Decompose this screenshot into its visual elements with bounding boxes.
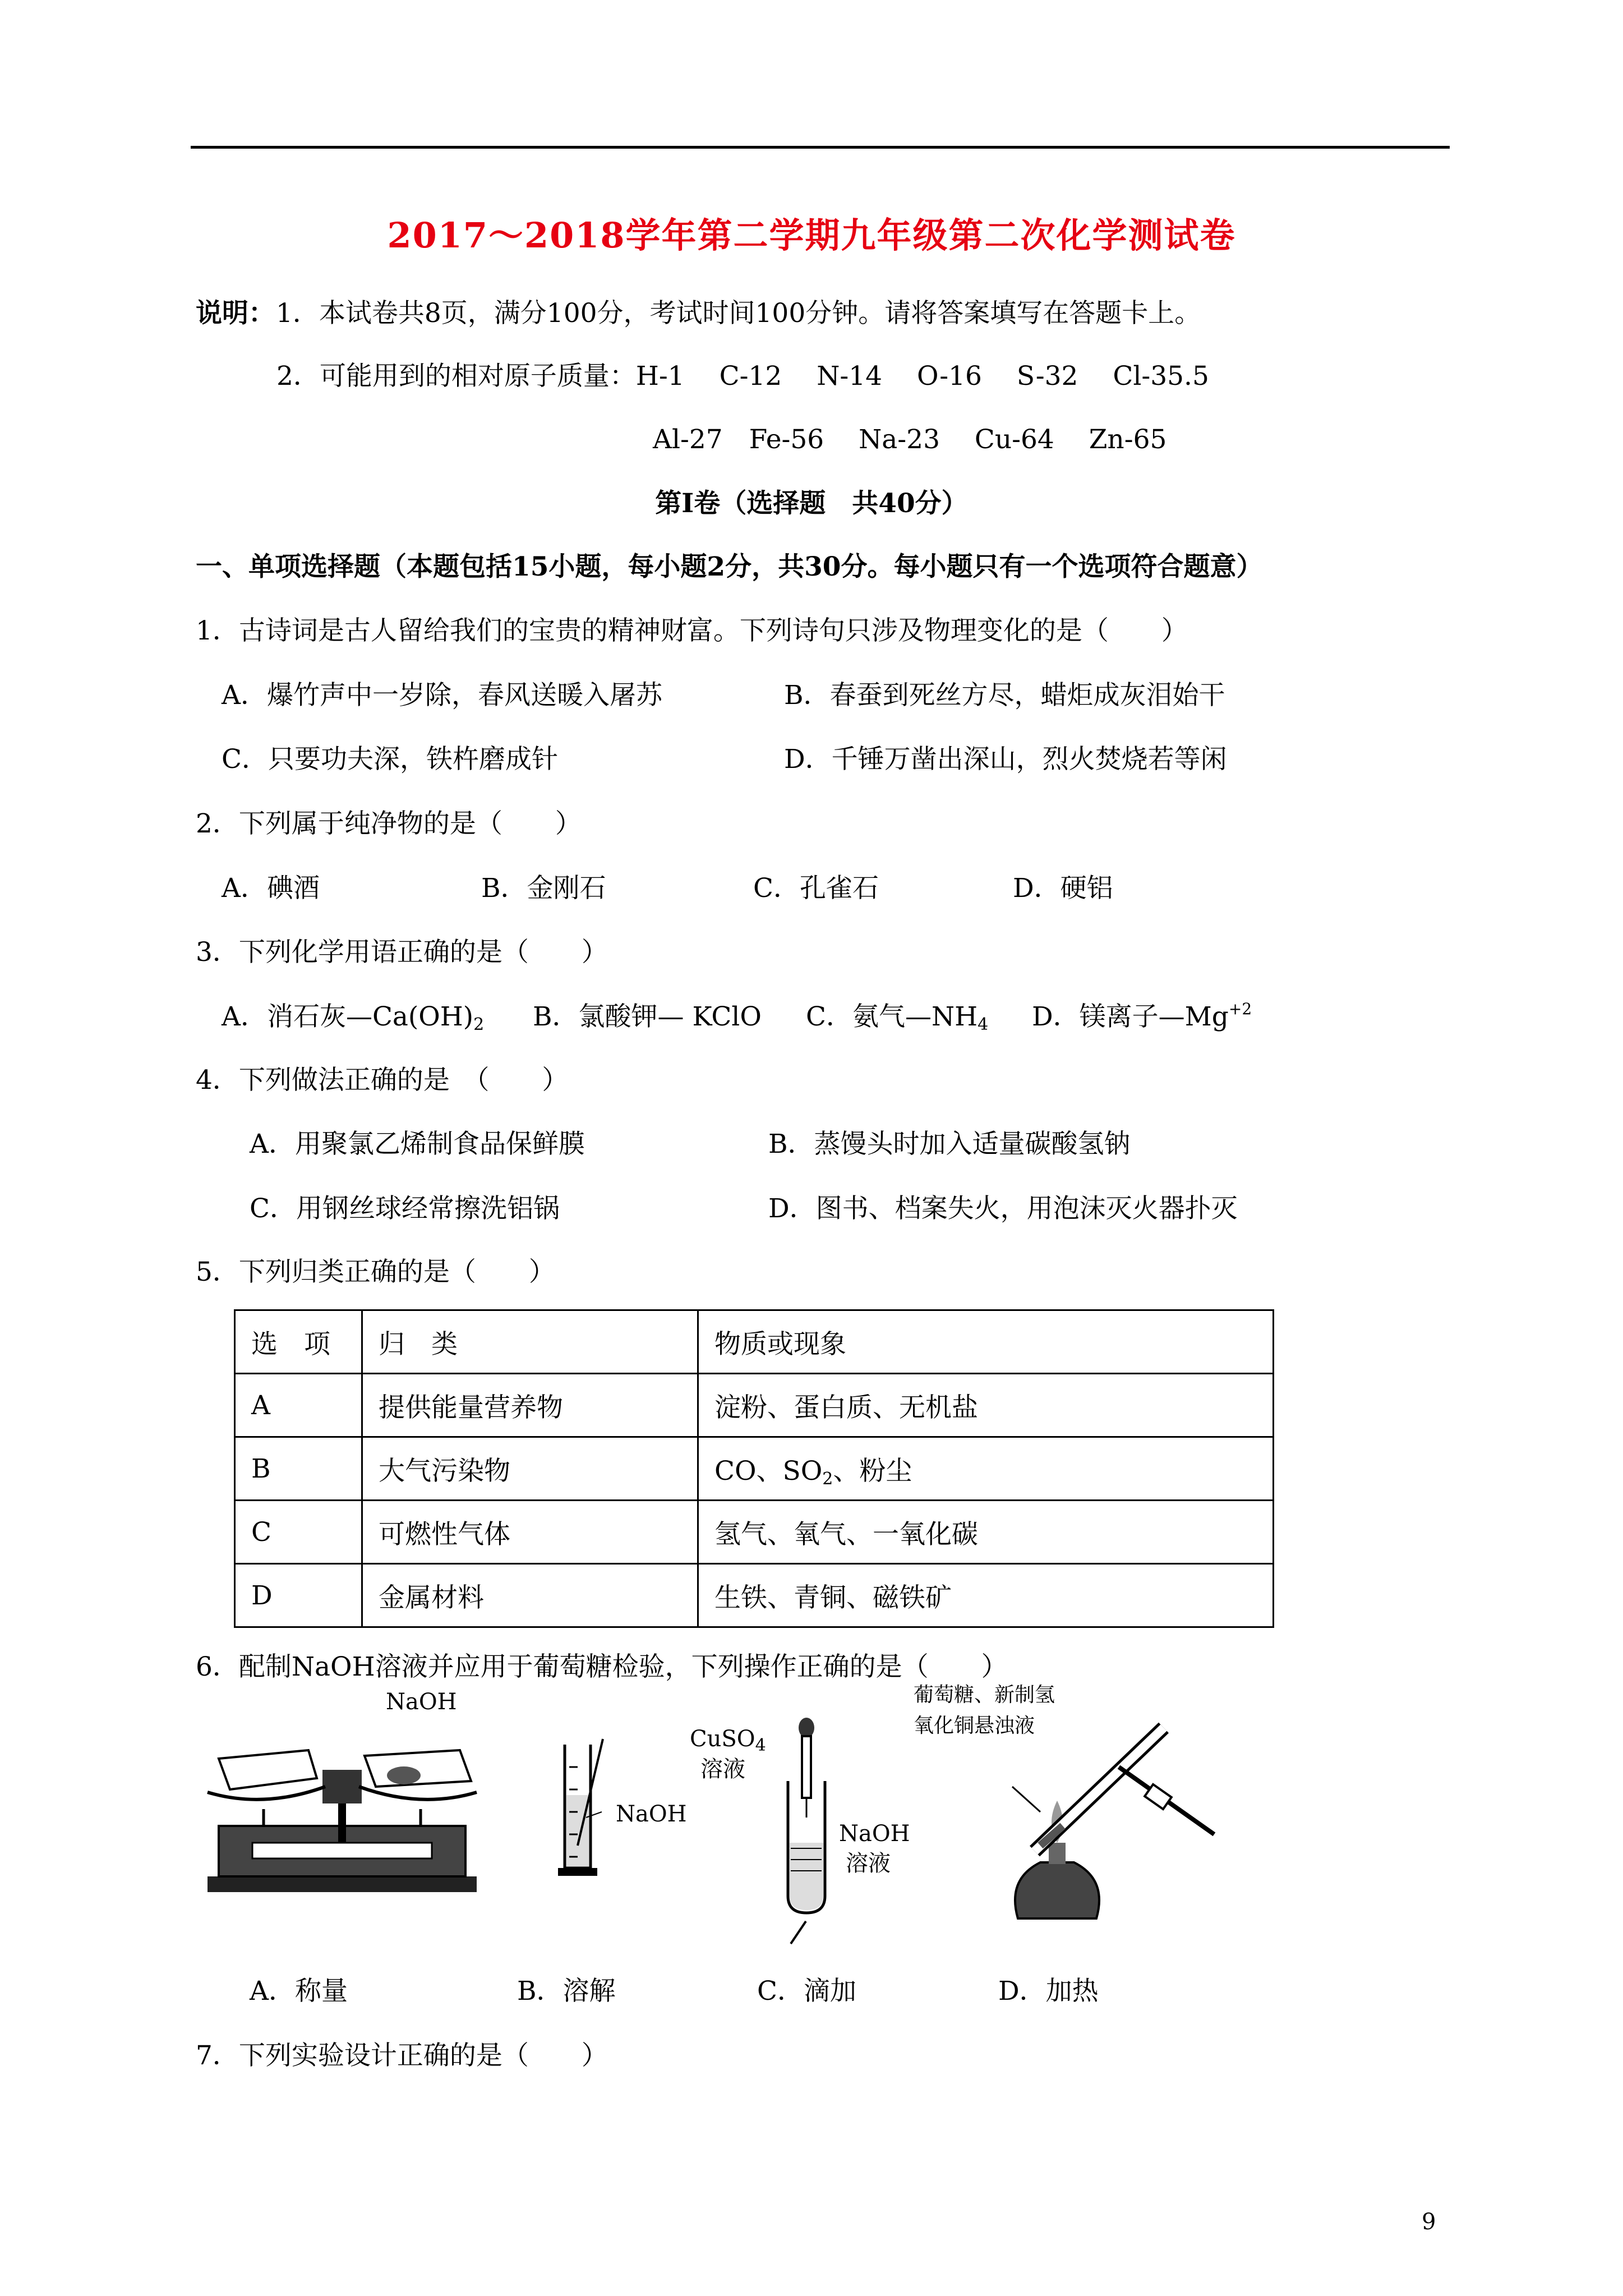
dropper-test-tube-illustration xyxy=(774,1714,841,1949)
q6-option-c: C．滴加 xyxy=(757,1976,856,2007)
table-row xyxy=(235,1501,1274,1564)
balance-scale-illustration xyxy=(196,1725,488,1904)
notes-line-2: 2．可能用到的相对原子质量：H-1 C-12 N-14 O-16 S-32 Cl-35.5 xyxy=(276,361,1209,392)
notes-line-1: 1．本试卷共8页，满分100分，考试时间100分钟。请将答案填写在答题卡上。 xyxy=(276,298,1201,329)
q3-option-b: B．氯酸钾— KClO xyxy=(533,1001,762,1032)
q4-stem: 4．下列做法正确的是 （ ） xyxy=(196,1065,569,1096)
figure-c-naoh-solution-label: 溶液 xyxy=(846,1851,891,1876)
table-row xyxy=(235,1437,1274,1501)
q2-option-b: B．金刚石 xyxy=(481,873,606,904)
table-cell: 提供能量营养物 xyxy=(362,1374,698,1437)
table-cell: 大气污染物 xyxy=(362,1437,698,1501)
notes-label: 说明： xyxy=(196,298,275,329)
table-cell: 淀粉、蛋白质、无机盐 xyxy=(698,1374,1274,1437)
table-row xyxy=(235,1374,1274,1437)
q4-option-d: D．图书、档案失火，用泡沫灭火器扑灭 xyxy=(768,1193,1238,1224)
table-cell: C xyxy=(235,1501,362,1564)
q2-stem: 2．下列属于纯净物的是（ ） xyxy=(196,808,582,839)
table-cell: 可燃性气体 xyxy=(362,1501,698,1564)
q4-option-a: A．用聚氯乙烯制食品保鲜膜 xyxy=(250,1129,585,1159)
table-header-row xyxy=(235,1310,1274,1374)
notes-line-3: Al-27 Fe-56 Na-23 Cu-64 Zn-65 xyxy=(653,424,1167,455)
q6-option-a: A．称量 xyxy=(250,1976,348,2007)
table-cell: A xyxy=(235,1374,362,1437)
q3-option-d: D．镁离子$—Mg^{+2}$ xyxy=(1032,1000,1252,1032)
q6-option-d: D．加热 xyxy=(998,1976,1099,2007)
table-header-cell: 物质或现象 xyxy=(698,1310,1274,1374)
page-title: 2017～2018学年第二学期九年级第二次化学测试卷 xyxy=(387,215,1236,256)
q3-option-c: C．氨气$—NH_4$ xyxy=(806,1001,989,1034)
q3-option-a: A．消石灰$—Ca(OH)_2$ xyxy=(222,1001,485,1034)
table-cell: CO、$SO_2$、粉尘 xyxy=(698,1437,1274,1501)
table-header-cell: 归 类 xyxy=(362,1310,698,1374)
q5-stem: 5．下列归类正确的是（ ） xyxy=(196,1257,555,1287)
figure-c-solution-label: 溶液 xyxy=(700,1756,745,1782)
table-cell: 氢气、氧气、一氧化碳 xyxy=(698,1501,1274,1564)
q1-option-a: A．爆竹声中一岁除，春风送暖入屠苏 xyxy=(222,680,662,711)
figure-c-cuso4-label: CuSO$_4$ xyxy=(690,1726,766,1755)
table-cell: 金属材料 xyxy=(362,1564,698,1627)
figure-b-naoh-label: NaOH xyxy=(616,1801,687,1827)
q2-option-d: D．硬铝 xyxy=(1013,873,1113,904)
q4-option-b: B．蒸馒头时加入适量碳酸氢钠 xyxy=(768,1129,1131,1159)
q2-option-a: A．碘酒 xyxy=(222,873,320,904)
figure-d-label-line-2: 氧化铜悬浊液 xyxy=(914,1714,1035,1737)
top-rule xyxy=(191,146,1450,149)
q1-option-d: D．千锤万凿出深山，烈火焚烧若等闲 xyxy=(784,744,1227,775)
section-heading: 一、单项选择题（本题包括15小题，每小题2分，共30分。每小题只有一个选项符合题意） xyxy=(196,551,1263,582)
q5-table xyxy=(234,1309,1274,1628)
table-row xyxy=(235,1564,1274,1627)
q2-option-c: C．孔雀石 xyxy=(753,873,879,904)
alcohol-lamp-heating-illustration xyxy=(979,1717,1225,1924)
table-cell: B xyxy=(235,1437,362,1501)
part-heading: 第Ⅰ卷（选择题 共40分） xyxy=(655,488,968,519)
q6-option-b: B．溶解 xyxy=(517,1976,616,2007)
q3-stem: 3．下列化学用语正确的是（ ） xyxy=(196,937,608,968)
page-number: 9 xyxy=(1422,2209,1436,2235)
table-cell: D xyxy=(235,1564,362,1627)
table-header-cell: 选 项 xyxy=(235,1310,362,1374)
figure-a-naoh-label: NaOH xyxy=(386,1689,457,1715)
q6-stem: 6．配制NaOH溶液并应用于葡萄糖检验，下列操作正确的是（ ） xyxy=(196,1651,1008,1682)
figure-c-naoh-label: NaOH xyxy=(839,1821,910,1847)
figure-d-label-line-1: 葡萄糖、新制氢 xyxy=(914,1683,1055,1706)
q1-option-c: C．只要功夫深，铁杵磨成针 xyxy=(222,744,558,775)
table-cell: 生铁、青铜、磁铁矿 xyxy=(698,1564,1274,1627)
q1-option-b: B．春蚕到死丝方尽，蜡炬成灰泪始干 xyxy=(784,680,1225,711)
q4-option-c: C．用钢丝球经常擦洗铝锅 xyxy=(250,1193,560,1224)
q7-stem: 7．下列实验设计正确的是（ ） xyxy=(196,2040,608,2071)
q1-stem: 1．古诗词是古人留给我们的宝贵的精神财富。下列诗句只涉及物理变化的是（ ） xyxy=(196,615,1188,646)
